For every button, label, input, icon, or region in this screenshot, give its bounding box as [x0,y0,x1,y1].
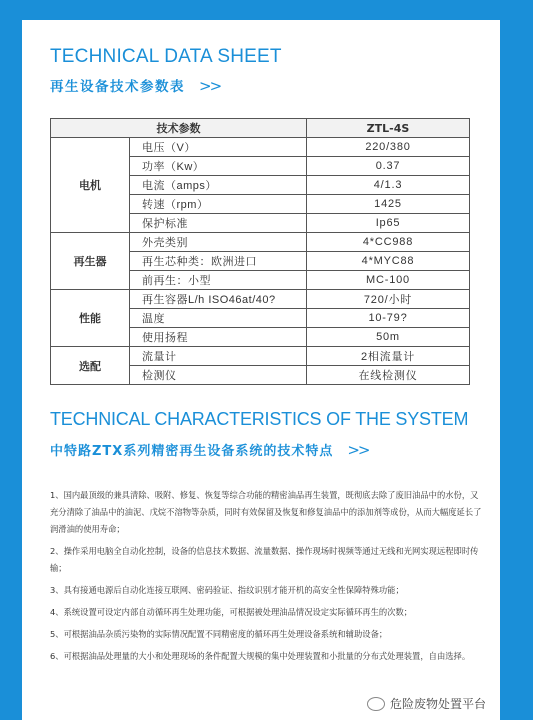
data-sheet [22,20,500,720]
param-cell: 再生容器L/h ISO46at/40? [130,290,307,309]
sheet-title-en: TECHNICAL DATA SHEET [50,46,282,67]
category-regenerator: 再生器 [51,233,130,290]
param-cell: 检测仪 [130,366,307,385]
param-cell: 再生芯种类：欧洲进口 [130,252,307,271]
watermark [367,695,486,712]
param-cell: 电压（V） [130,138,307,157]
param-cell: 使用扬程 [130,328,307,347]
list-item: 6、可根据油品处理量的大小和处理现场的条件配置大规模的集中处理装置和小批量的分布式处理装置，自由选择。 [50,651,471,661]
spec-table [50,118,470,385]
value-cell: 1425 [307,195,470,214]
value-cell: 4/1.3 [307,176,470,195]
value-cell: 720/小时 [307,290,470,309]
table-row [51,138,470,157]
param-cell: 电流（amps） [130,176,307,195]
list-item: 2、操作采用电脑全自动化控制，设备的信息技术数据、流量数据、操作现场时视频等通过无线和光网实现远程即时传输； [50,546,479,573]
param-cell: 保护标准 [130,214,307,233]
sheet-title-cn-text: 再生设备技术参数表 [50,79,185,95]
value-cell: 50m [307,328,470,347]
value-cell: MC-100 [307,271,470,290]
param-cell: 功率（Kw） [130,157,307,176]
watermark-text: 危险废物处置平台 [389,697,486,711]
param-cell: 温度 [130,309,307,328]
section-title-cn-text: 中特路ZTX系列精密再生设备系统的技术特点 [50,444,334,459]
table-row [51,233,470,252]
value-cell: 在线检测仪 [307,366,470,385]
spec-header-param: 技术参数 [51,119,307,138]
value-cell: 10-79? [307,309,470,328]
list-item: 1、国内最顶级的兼具清除、吸附、修复、恢复等综合功能的精密油品再生装置，既彻底去除了废旧油品中的水份，又充分清除了油品中的油泥、戊烷不溶物等杂质，同时有效保留及恢复和修复油品中的添加剂等成份，从而大幅度延长了润滑油的使用寿命； [50,490,482,534]
param-cell: 外壳类别 [130,233,307,252]
value-cell: Ip65 [307,214,470,233]
value-cell: 4*CC988 [307,233,470,252]
chevron-right-icon: >> [347,441,369,459]
param-cell: 转速（rpm） [130,195,307,214]
section-title-en: TECHNICAL CHARACTERISTICS OF THE SYSTEM [50,409,469,429]
chevron-right-icon: >> [199,77,221,95]
category-performance: 性能 [51,290,130,347]
value-cell: 2相流量计 [307,347,470,366]
spec-header-model: ZTL-4S [307,119,470,138]
section-title-cn [50,440,368,459]
sheet-title-cn [50,75,220,95]
value-cell: 220/380 [307,138,470,157]
value-cell: 4*MYC88 [307,252,470,271]
table-row [51,290,470,309]
value-cell: 0.37 [307,157,470,176]
category-options: 选配 [51,347,130,385]
spec-table-header [51,119,470,138]
list-item: 5、可根据油品杂质污染物的实际情况配置不同精密度的循环再生处理设备系统和辅助设备； [50,629,388,639]
category-motor: 电机 [51,138,130,233]
feature-list [50,487,485,670]
param-cell: 前再生：小型 [130,271,307,290]
list-item: 3、具有接通电源后自动化连接互联网、密码验证、指纹识别才能开机的高安全性保障特殊功能； [50,585,404,595]
table-row [51,347,470,366]
param-cell: 流量计 [130,347,307,366]
list-item: 4、系统设置可设定内部自动循环再生处理功能，可根据被处理油品情况设定实际循环再生的次数； [50,607,413,617]
wechat-icon [367,697,385,711]
